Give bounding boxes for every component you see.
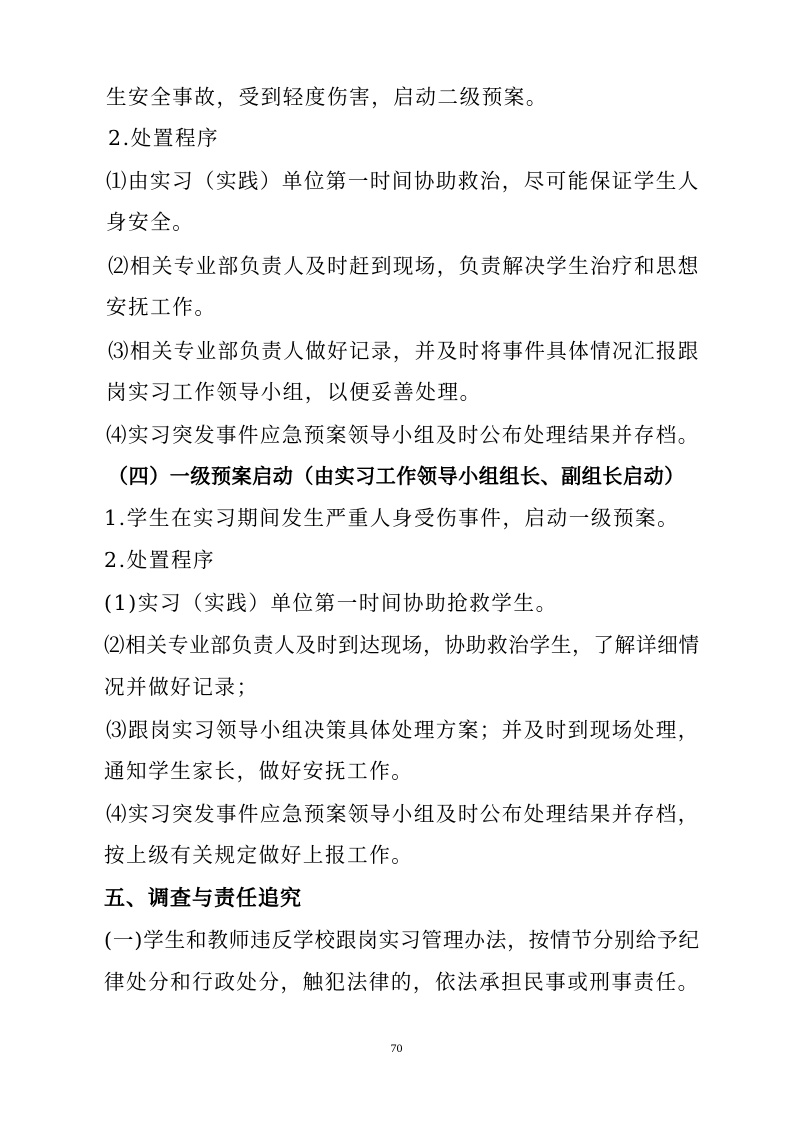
- text-line: 通知学生家长，做好安抚工作。: [104, 759, 414, 783]
- text-line: 律处分和行政处分，触犯法律的，依法承担民事或刑事责任。: [104, 970, 700, 994]
- text-line: 身安全。: [106, 210, 195, 234]
- section-heading: 五、调查与责任追究: [104, 886, 302, 910]
- text-line: 生安全事故，受到轻度伤害，启动二级预案。: [106, 85, 548, 109]
- list-item: (1)实习（实践）单位第一时间协助抢救学生。: [104, 591, 558, 615]
- text-line: 安抚工作。: [106, 295, 217, 319]
- list-item: (一)学生和教师违反学校跟岗实习管理办法，按情节分别给予纪: [104, 928, 700, 952]
- section-label: 2.处置程序: [108, 126, 220, 150]
- subsection-heading: （四）一级预案启动（由实习工作领导小组组长、副组长启动）: [108, 464, 685, 488]
- page-number: 70: [390, 1041, 403, 1055]
- list-item: ⑵相关专业部负责人及时到达现场，协助救治学生，了解详细情: [104, 633, 700, 657]
- text-line: 按上级有关规定做好上报工作。: [104, 843, 414, 867]
- text-line: 岗实习工作领导小组，以便妥善处理。: [106, 380, 482, 404]
- text-line: 况并做好记录；: [104, 675, 259, 699]
- text-line: 1.学生在实习期间发生严重人身受伤事件，启动一级预案。: [104, 506, 680, 530]
- list-item: ⑶跟岗实习领导小组决策具体处理方案；并及时到现场处理，: [106, 718, 700, 742]
- section-label: 2.处置程序: [104, 548, 216, 572]
- list-item: ⑷实习突发事件应急预案领导小组及时公布处理结果并存档，: [106, 802, 700, 826]
- list-item: ⑶相关专业部负责人做好记录，并及时将事件具体情况汇报跟: [108, 339, 700, 363]
- list-item: ⑷实习突发事件应急预案领导小组及时公布处理结果并存档。: [106, 423, 700, 447]
- list-item: ⑵相关专业部负责人及时赶到现场，负责解决学生治疗和思想: [108, 254, 700, 278]
- list-item: ⑴由实习（实践）单位第一时间协助救治，尽可能保证学生人: [106, 169, 700, 193]
